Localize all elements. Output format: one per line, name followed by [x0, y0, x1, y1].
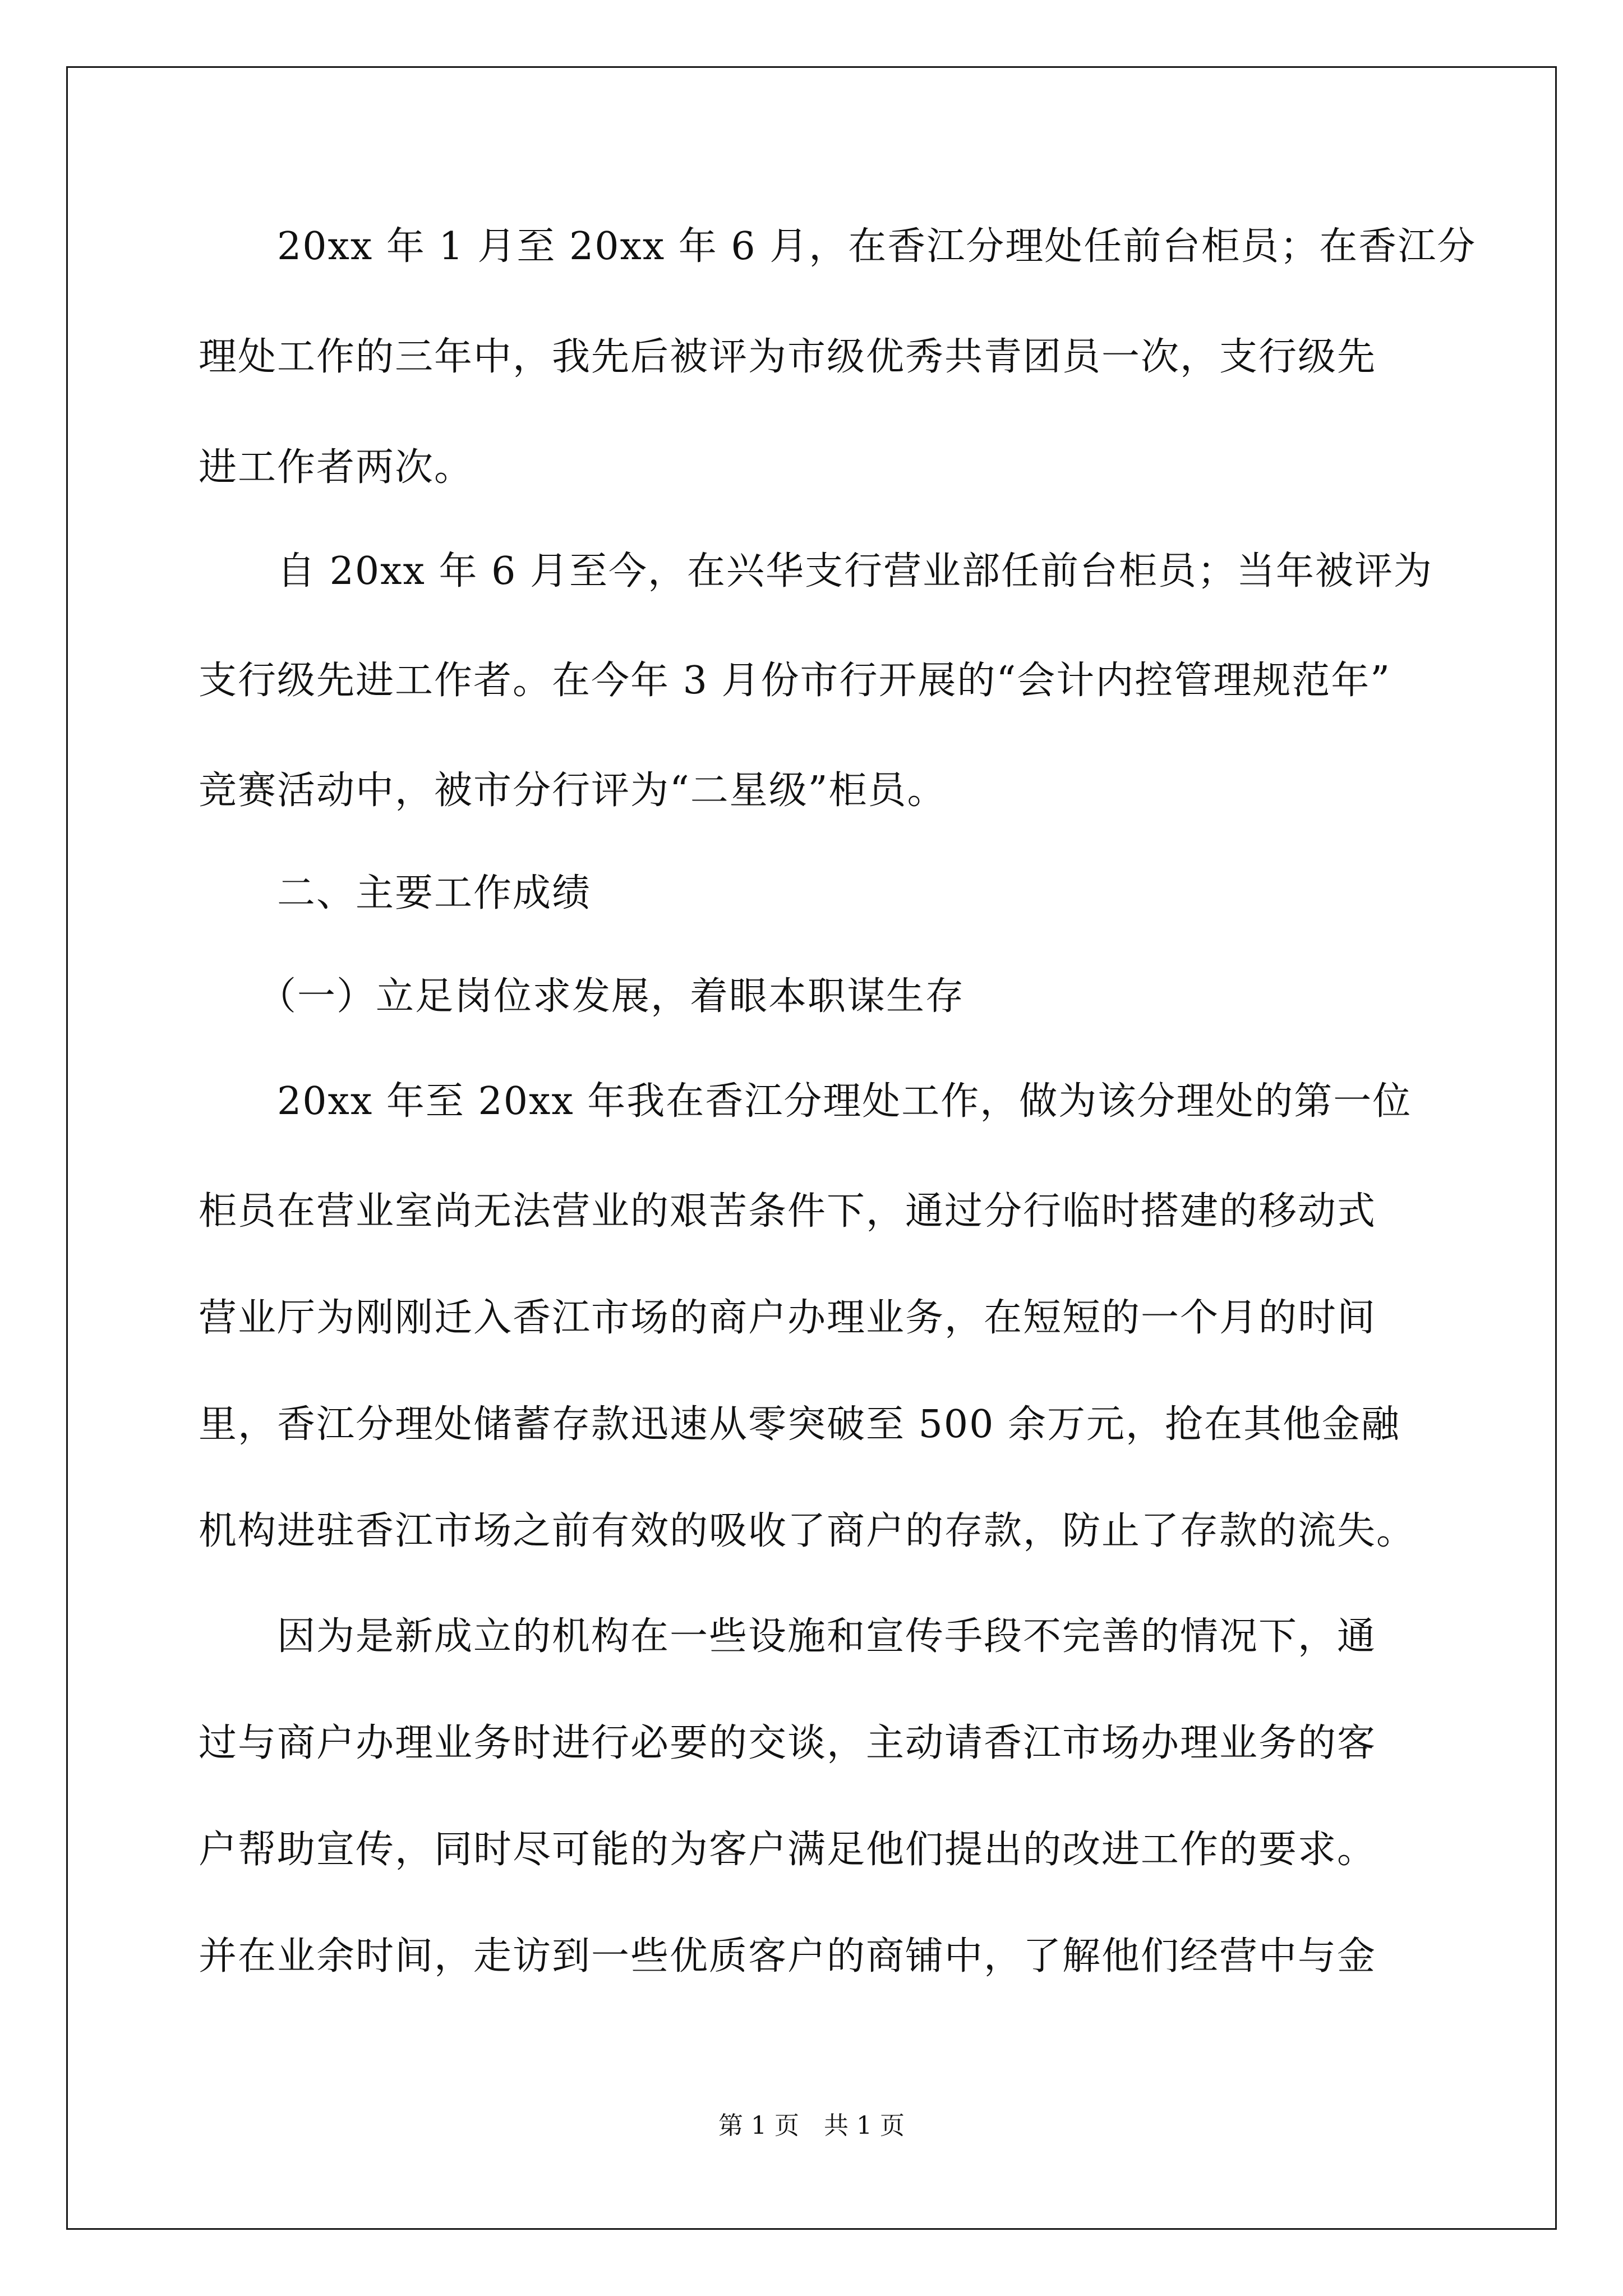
body-line-13: 机构进驻香江市场之前有效的吸收了商户的存款，防止了存款的流失。: [199, 1509, 1416, 1553]
body-line-10: 柜员在营业室尚无法营业的艰苦条件下，通过分行临时搭建的移动式: [199, 1189, 1377, 1234]
body-line-11: 营业厅为刚刚迁入香江市场的商户办理业务，在短短的一个月的时间: [199, 1296, 1377, 1340]
body-line-4: 自 20xx 年 6 月至今，在兴华支行营业部任前台柜员；当年被评为: [199, 549, 1433, 593]
body-line-3: 进工作者两次。: [199, 445, 474, 490]
page-footer: 第 1 页 共 1 页: [718, 2111, 905, 2140]
section-heading: 二、主要工作成绩: [199, 871, 592, 915]
body-line-9: 20xx 年至 20xx 年我在香江分理处工作，做为该分理处的第一位: [199, 1079, 1412, 1124]
body-line-17: 并在业余时间，走访到一些优质客户的商铺中，了解他们经营中与金: [199, 1934, 1377, 1978]
body-line-16: 户帮助宣传，同时尽可能的为客户满足他们提出的改进工作的要求。: [199, 1828, 1377, 1872]
subsection-heading: （一）立足岗位求发展，着眼本职谋生存: [199, 974, 965, 1019]
body-line-5: 支行级先进工作者。在今年 3 月份市行开展的“会计内控管理规范年”: [199, 659, 1391, 703]
body-line-6: 竞赛活动中，被市分行评为“二星级”柜员。: [199, 769, 947, 813]
body-line-15: 过与商户办理业务时进行必要的交谈，主动请香江市场办理业务的客: [199, 1721, 1377, 1765]
body-line-14: 因为是新成立的机构在一些设施和宣传手段不完善的情况下，通: [199, 1614, 1377, 1659]
body-line-1: 20xx 年 1 月至 20xx 年 6 月，在香江分理处任前台柜员；在香江分: [199, 224, 1477, 269]
body-line-2: 理处工作的三年中，我先后被评为市级优秀共青团员一次，支行级先: [199, 335, 1377, 379]
page-border: [66, 66, 1557, 2230]
body-line-12: 里，香江分理处储蓄存款迅速从零突破至 500 余万元，抢在其他金融: [199, 1402, 1401, 1447]
